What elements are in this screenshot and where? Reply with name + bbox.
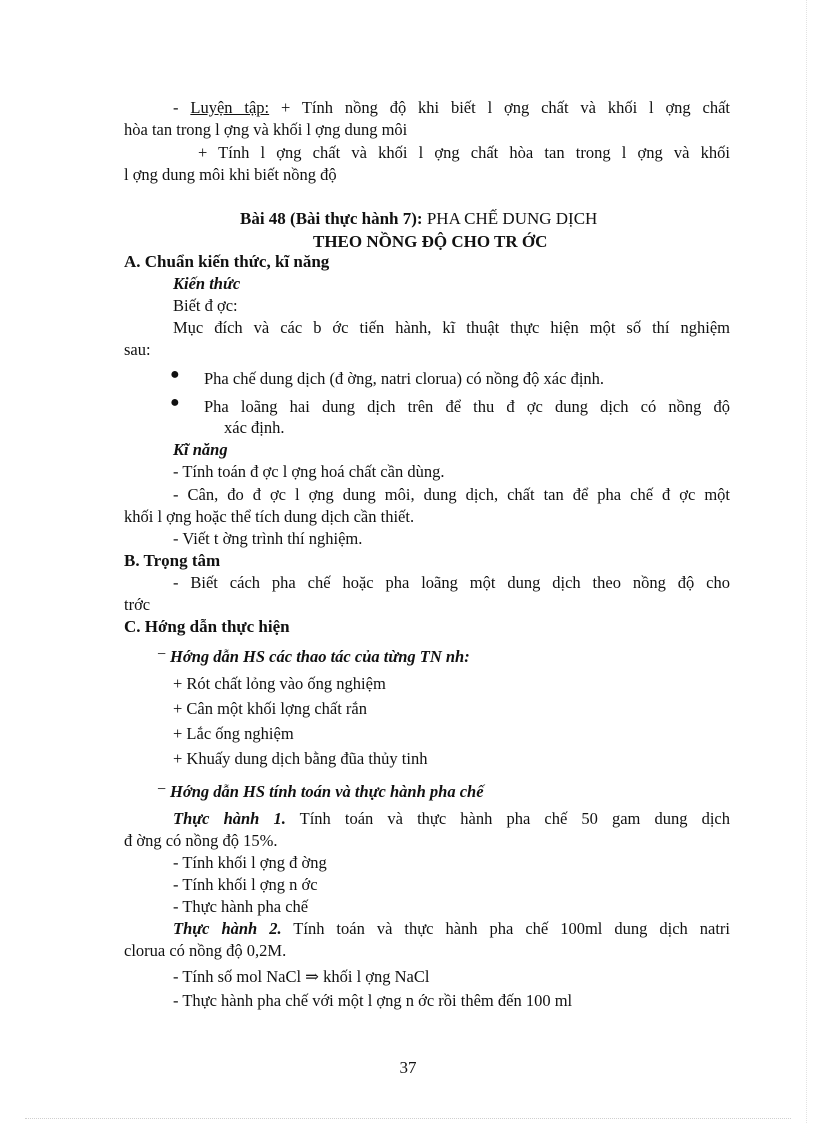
section-b-line-1: - Biết cách pha chế hoặc pha loãng một dung dịch theo nồng độ cho	[173, 573, 730, 592]
lesson-title-prefix: Bài 48 (Bài thực hành 7):	[240, 209, 423, 228]
list-item: + Lắc ống nghiệm	[173, 724, 294, 743]
thuc-hanh-2-step-2: - Thực hành pha chế với một l ợng n ớc rồi thêm đến 100 ml	[173, 991, 573, 1010]
biet-duoc: Biết đ ợc:	[173, 296, 238, 315]
bullet-item-2-line-1: Pha loãng hai dung dịch trên để thu đ ợc dung dịch có nồng độ	[204, 397, 730, 416]
ki-nang-label: Kĩ năng	[173, 440, 228, 459]
kien-thuc-label: Kiến thức	[173, 274, 241, 293]
bullet-dot-1: ●	[170, 366, 180, 383]
luyen-tap-text: + Tính nồng độ khi biết l ợng chất và khối l ợng chất	[280, 98, 730, 117]
list-item: + Khuấy dung dịch bằng đũa thủy tinh	[173, 749, 428, 768]
ki-nang-item-1: - Tính toán đ ợc l ợng hoá chất cần dùng.	[173, 462, 445, 481]
bullet-item-2-line-2: xác định.	[224, 418, 285, 437]
section-c-sub-1: Hớng dẫn HS các thao tác của từng TN nh:	[170, 647, 470, 666]
muc-dich-line-2: sau:	[124, 340, 151, 359]
luyen-tap-line-2: hòa tan trong l ợng và khối l ợng dung môi	[124, 120, 408, 139]
thuc-hanh-2-step-1	[173, 966, 429, 988]
page-bottom-border	[25, 1118, 791, 1119]
section-b-heading: B. Trọng tâm	[124, 551, 221, 570]
page-number: 37	[399, 1058, 417, 1077]
section-a-heading: A. Chuẩn kiến thức, kĩ năng	[124, 252, 330, 271]
bullet-dot-2: ●	[170, 394, 180, 411]
thuc-hanh-2-label: Thực hành 2.	[173, 919, 282, 938]
dash-marker-2: −	[157, 781, 167, 798]
dash-marker-1: −	[157, 646, 167, 663]
thuc-hanh-1-step: - Tính khối l ợng n ớc	[173, 875, 318, 894]
bullet-item-1: Pha chế dung dịch (đ ờng, natri clorua) có nồng độ xác định.	[204, 369, 605, 388]
luyen-tap-line-3: + Tính l ợng chất và khối l ợng chất hòa tan trong l ợng và khối	[198, 143, 730, 162]
thuc-hanh-1-label: Thực hành 1.	[173, 809, 286, 828]
thuc-hanh-1-line-1	[173, 808, 730, 830]
thuc-hanh-2-line-2: clorua có nồng độ 0,2M.	[124, 941, 287, 960]
list-item: + Cân một khối lợng chất rắn	[173, 699, 367, 718]
lesson-title-rest: PHA CHẾ DUNG DỊCH	[426, 209, 598, 228]
luyen-tap-label: Luyện tập:	[190, 98, 270, 117]
page-right-border	[806, 0, 807, 1123]
thuc-hanh-1-line-2: đ ờng có nồng độ 15%.	[124, 831, 278, 850]
muc-dich-line-1: Mục đích và các b ớc tiến hành, kĩ thuật thực hiện một số thí nghiệm	[173, 318, 730, 337]
thuc-hanh-2-step-1-b: khối l ợng NaCl	[323, 967, 430, 986]
thuc-hanh-2-line-1	[173, 918, 730, 940]
lesson-title	[240, 208, 597, 230]
thuc-hanh-2-step-1-a: - Tính số mol NaCl	[173, 967, 302, 986]
luyen-tap-line-1: - Luyện tập: + Tính nồng độ khi biết l ợng chất và khối l ợng chất	[173, 98, 730, 117]
thuc-hanh-2-text: Tính toán và thực hành pha chế 100ml dung dịch natri	[293, 919, 730, 938]
implies-arrow-icon: ⇒	[305, 967, 319, 986]
luyen-tap-line-4: l ợng dung môi khi biết nồng độ	[124, 165, 337, 184]
list-item: + Rót chất lỏng vào ống nghiệm	[173, 674, 386, 693]
section-b-line-2: trớc	[124, 595, 151, 614]
ki-nang-item-2-line-2: khối l ợng hoặc thể tích dung dịch cần thiết.	[124, 507, 415, 526]
thuc-hanh-1-step: - Tính khối l ợng đ ờng	[173, 853, 327, 872]
thuc-hanh-1-step: - Thực hành pha chế	[173, 897, 309, 916]
section-c-heading: C. Hớng dẫn thực hiện	[124, 617, 290, 636]
thuc-hanh-1-text: Tính toán và thực hành pha chế 50 gam dung dịch	[299, 809, 731, 828]
lesson-title-line-2: THEO NỒNG ĐỘ CHO TR ỚC	[313, 232, 548, 251]
ki-nang-item-3: - Viết t ờng trình thí nghiệm.	[173, 529, 363, 548]
ki-nang-item-2-line-1: - Cân, đo đ ợc l ợng dung môi, dung dịch, chất tan để pha chế đ ợc một	[173, 485, 730, 504]
section-c-sub-2: Hớng dẫn HS tính toán và thực hành pha chế	[170, 782, 484, 801]
